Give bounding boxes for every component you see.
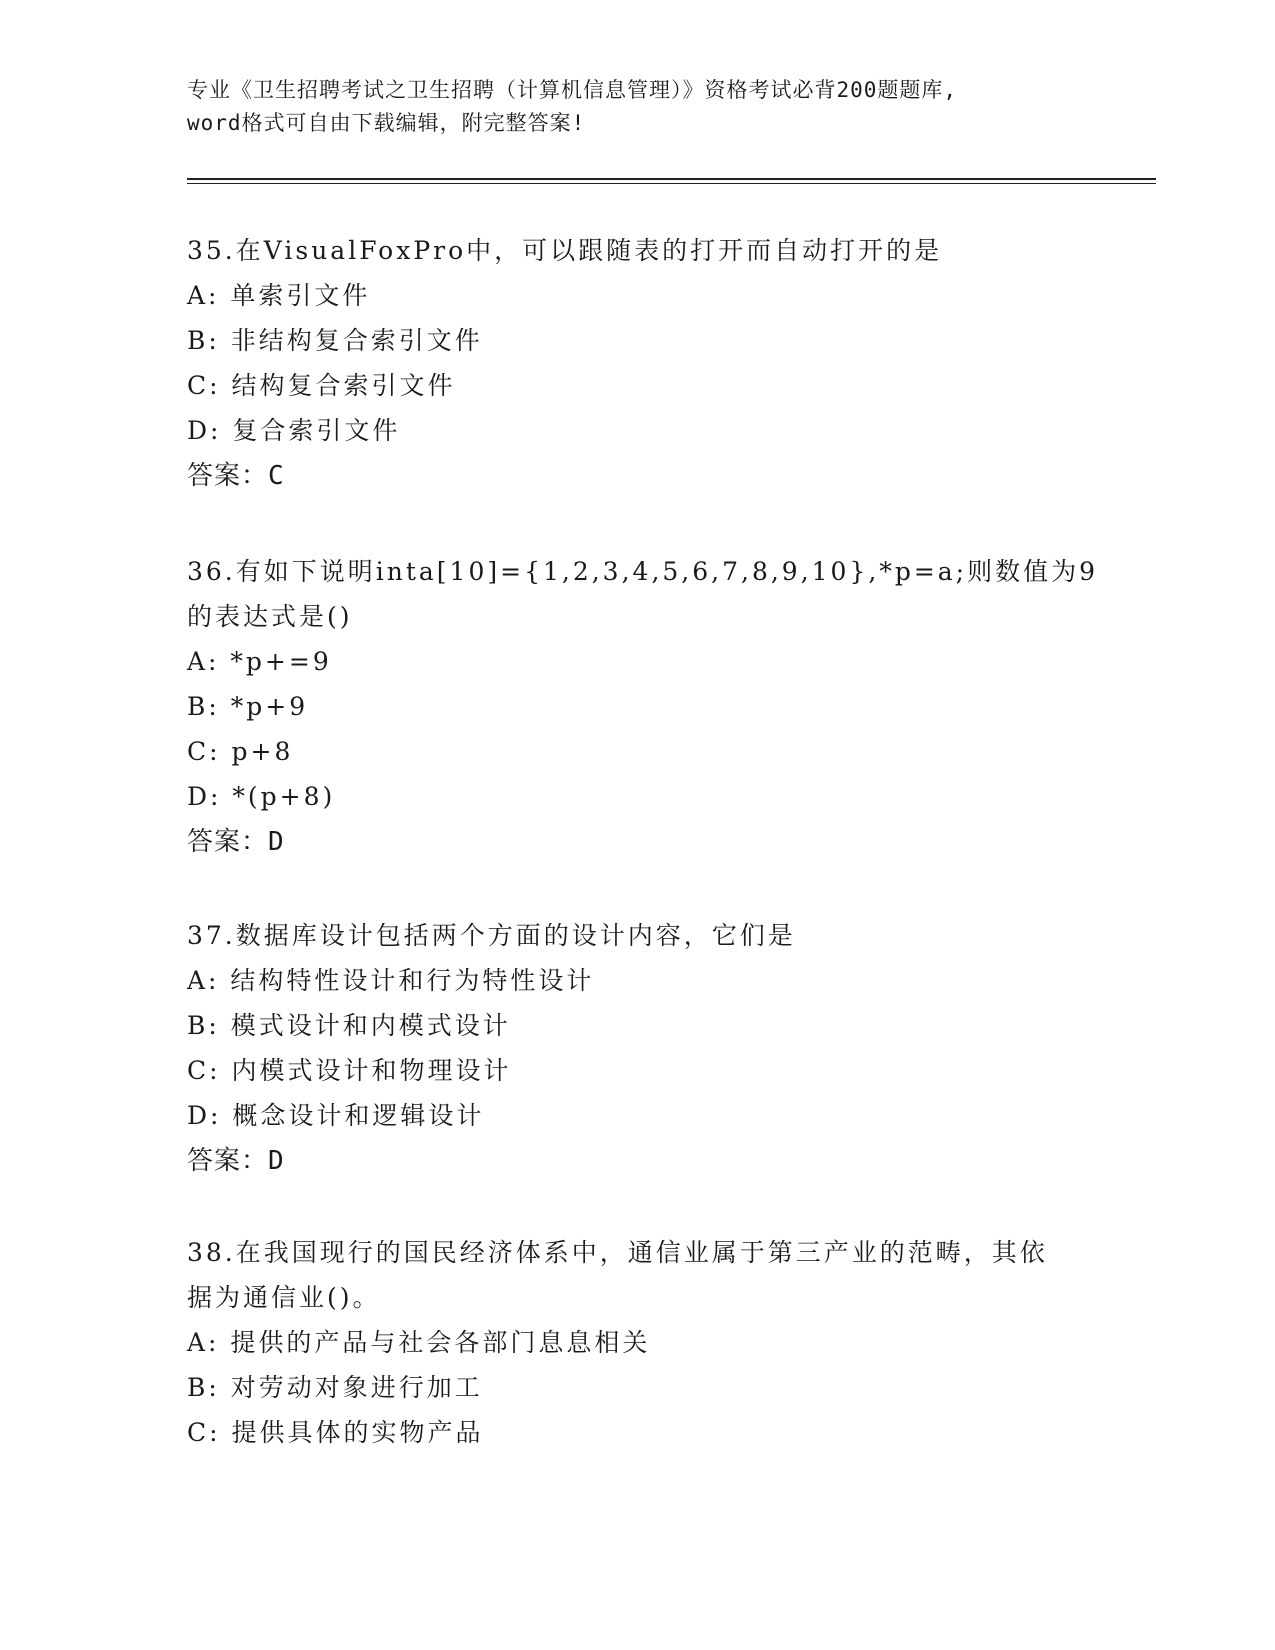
answer: 答案：C: [187, 461, 285, 491]
question-35: [187, 228, 1087, 499]
option-c: C: 提供具体的实物产品: [187, 1418, 484, 1447]
header-line-2: word格式可自由下载编辑，附完整答案!: [187, 111, 586, 135]
header-rule-thin: [187, 183, 1156, 184]
question-stem: 36.有如下说明inta[10]={1,2,3,4,5,6,7,8,9,10},*p=a;则数值为9: [187, 557, 1098, 586]
option-a: A: *p+=9: [187, 647, 332, 676]
option-b: B: 模式设计和内模式设计: [187, 1011, 511, 1040]
option-c: C: 结构复合索引文件: [187, 371, 456, 400]
question-37: [187, 913, 1087, 1184]
option-c: C: p+8: [187, 737, 294, 766]
question-stem-continued: 据为通信业()。: [187, 1283, 381, 1312]
question-stem: 38.在我国现行的国民经济体系中，通信业属于第三产业的范畴，其依: [187, 1238, 1048, 1267]
option-a: A: 结构特性设计和行为特性设计: [187, 966, 595, 995]
answer: 答案：D: [187, 827, 285, 857]
option-d: D: 概念设计和逻辑设计: [187, 1101, 485, 1130]
option-a: A: 单索引文件: [187, 281, 371, 310]
question-stem: 37.数据库设计包括两个方面的设计内容，它们是: [187, 921, 796, 950]
document-header: [187, 74, 1087, 140]
option-b: B: 对劳动对象进行加工: [187, 1373, 483, 1402]
option-b: B: 非结构复合索引文件: [187, 326, 483, 355]
option-a: A: 提供的产品与社会各部门息息相关: [187, 1328, 651, 1357]
option-c: C: 内模式设计和物理设计: [187, 1056, 512, 1085]
option-d: D: 复合索引文件: [187, 416, 401, 445]
option-d: D: *(p+8): [187, 782, 336, 811]
question-38: [187, 1230, 1087, 1455]
question-stem-continued: 的表达式是(): [187, 602, 353, 631]
header-line-1: 专业《卫生招聘考试之卫生招聘（计算机信息管理）》资格考试必背200题题库,: [187, 78, 958, 102]
question-36: [187, 549, 1098, 865]
option-b: B: *p+9: [187, 692, 309, 721]
answer: 答案：D: [187, 1146, 285, 1176]
header-rule-thick: [187, 178, 1156, 180]
question-stem: 35.在VisualFoxPro中，可以跟随表的打开而自动打开的是: [187, 236, 943, 265]
